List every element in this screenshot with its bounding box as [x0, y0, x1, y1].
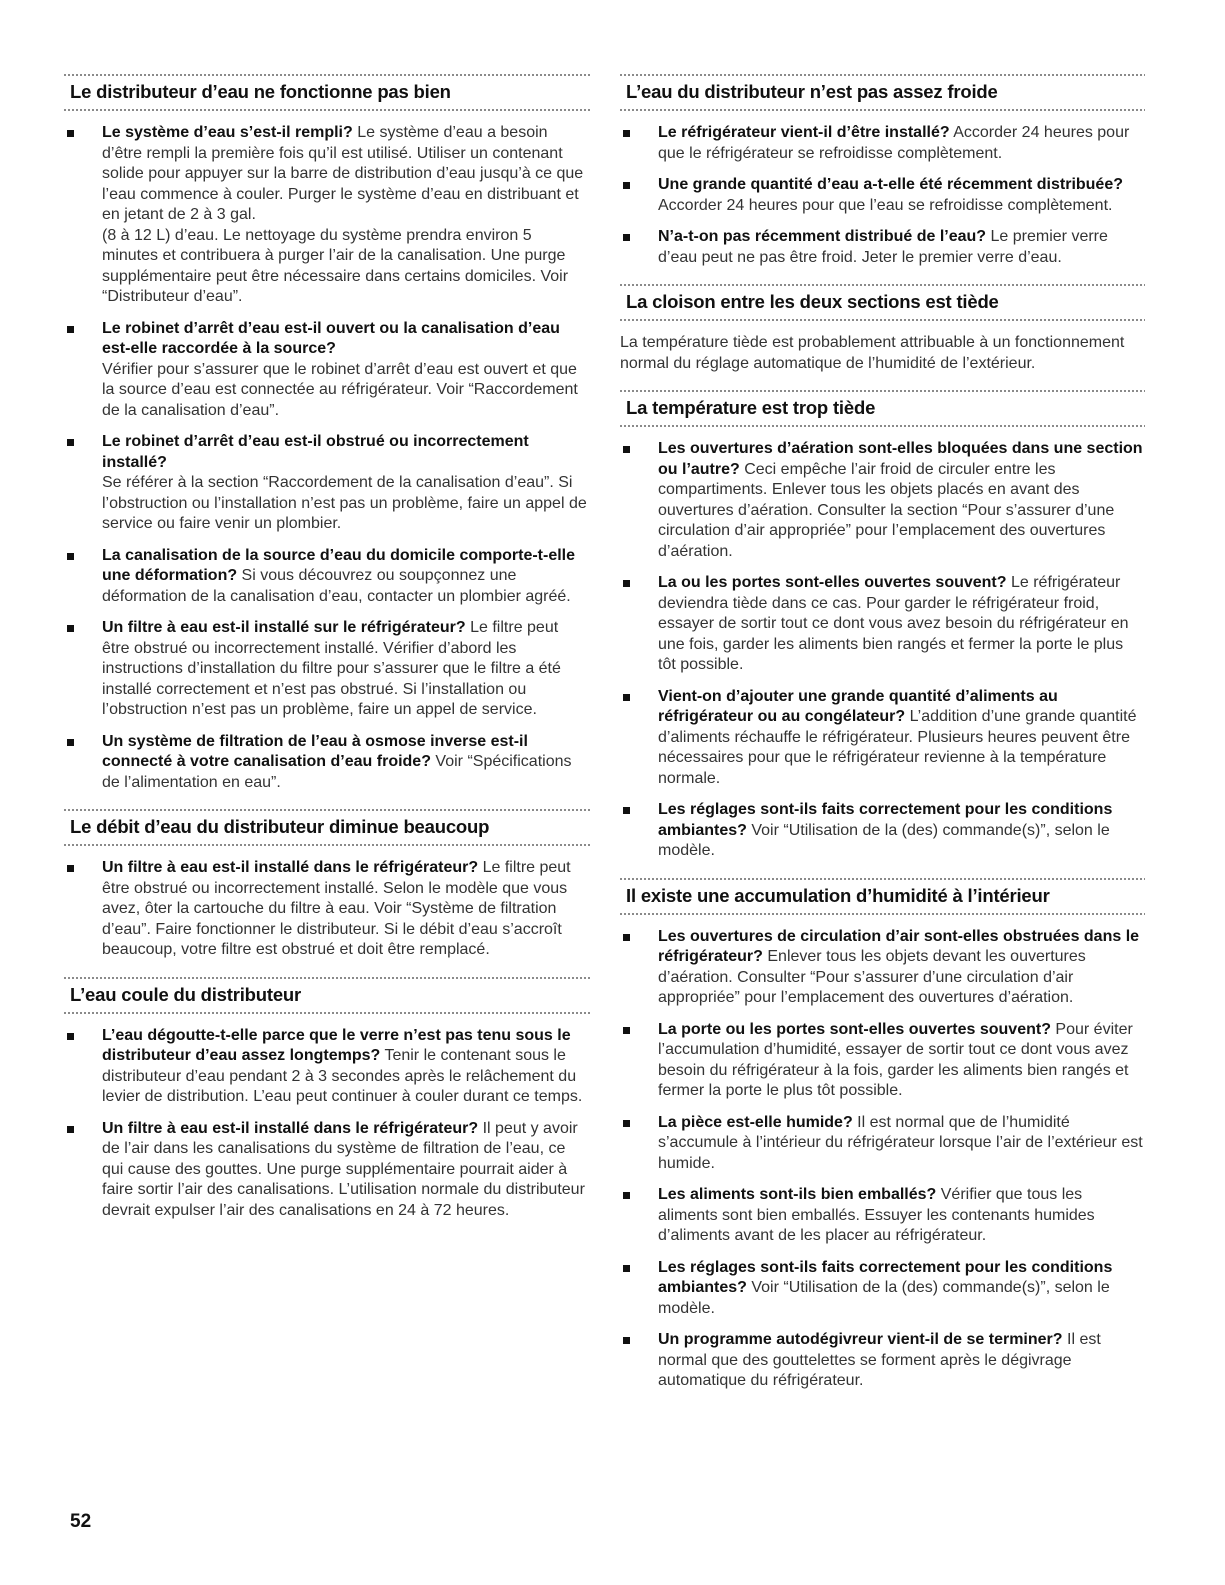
item-text — [102, 1120, 585, 1219]
item-answer: Le premier verre d’eau peut ne pas être froid. Jeter le premier verre d’eau. — [658, 228, 1108, 266]
square-bullet-icon — [623, 934, 630, 941]
item-text — [658, 1021, 1133, 1100]
item-answer: Il est normal que de l’humidité s’accumule à l’intérieur du réfrigérateur lorsque l’air de l’extérieur est humide. — [658, 1113, 1143, 1172]
section-header — [620, 284, 1145, 321]
section-title: La température est trop tiède — [626, 397, 876, 418]
item-question: Les réglages sont-ils faits correctement pour les conditions ambiantes? — [658, 801, 1113, 839]
section-header — [64, 809, 590, 846]
section-title: La cloison entre les deux sections est tiède — [626, 291, 999, 312]
section-title: L’eau coule du distributeur — [70, 983, 302, 1005]
square-bullet-icon — [623, 1192, 630, 1199]
item-text — [658, 1114, 1143, 1172]
list-item — [64, 1026, 590, 1108]
item-question: La porte ou les portes sont-elles ouvertes souvent? — [658, 1020, 1051, 1038]
item-answer: Enlever tous les objets devant les ouvertures d’aération. Consulter “Pour s’assurer d’une circulation d’air appropriée” pour l’emplacement des ouvertures d’aération. — [658, 948, 1086, 1006]
square-bullet-icon — [67, 130, 74, 137]
item-question: Une grande quantité d’eau a-t-elle été récemment distribuée? — [658, 176, 1123, 193]
item-question: La canalisation de la source d’eau du domicile comporte-t-elle une déformation? — [102, 546, 576, 584]
list-item — [64, 319, 590, 422]
item-text — [658, 1331, 1101, 1389]
item-question: La ou les portes sont-elles ouvertes souvent? — [658, 574, 1007, 591]
square-bullet-icon — [623, 130, 630, 137]
item-question: L’eau dégoutte-t-elle parce que le verre n’est pas tenu sous le distributeur d’eau assez longtemps? — [102, 1026, 571, 1064]
item-question: Les réglages sont-ils faits correctement pour les conditions ambiantes? — [658, 1258, 1113, 1296]
section-l-eau-coule-du-distributeur — [64, 977, 590, 1222]
list-item — [620, 687, 1145, 790]
square-bullet-icon — [67, 1126, 74, 1133]
list-item — [64, 1119, 590, 1222]
square-bullet-icon — [623, 1120, 630, 1127]
square-bullet-icon — [623, 446, 630, 453]
right-column — [620, 74, 1145, 1408]
item-question: Un programme autodégivreur vient-il de se terminer? — [658, 1331, 1063, 1348]
list-item — [64, 732, 590, 794]
item-text — [658, 176, 1123, 214]
section-title: Le débit d’eau du distributeur diminue beaucoup — [70, 816, 490, 837]
square-bullet-icon — [623, 694, 630, 701]
list-item — [620, 800, 1145, 862]
item-question: Un filtre à eau est-il installé dans le réfrigérateur? — [102, 859, 479, 876]
list-item — [620, 1258, 1145, 1320]
item-answer: L’addition d’une grande quantité d’aliments réchauffe le réfrigérateur. Plusieurs heures peuvent être nécessaires pour que le réfrigérateur revienne à la température normale. — [658, 708, 1137, 787]
section-header — [620, 390, 1145, 427]
section-header — [620, 878, 1145, 915]
item-text — [658, 124, 1129, 162]
left-column — [64, 74, 590, 1237]
item-question: Le réfrigérateur vient-il d’être installé? — [658, 124, 950, 141]
section-title: Il existe une accumulation d’humidité à l’intérieur — [626, 884, 1050, 906]
item-answer: Se référer à la section “Raccordement de la canalisation d’eau”. Si l’obstruction ou l’installation n’est pas un problème, faire un appel de service ou faire venir un plombier. — [102, 474, 587, 532]
section-title: L’eau du distributeur n’est pas assez froide — [626, 81, 998, 102]
item-question: N’a-t-on pas récemment distribué de l’eau? — [658, 228, 987, 245]
item-text — [102, 619, 561, 718]
item-text — [658, 801, 1112, 859]
item-text — [102, 859, 571, 958]
list-item — [64, 858, 590, 961]
question-list — [620, 123, 1145, 268]
square-bullet-icon — [67, 439, 74, 446]
square-bullet-icon — [623, 1027, 630, 1034]
item-text — [102, 547, 575, 605]
item-text — [658, 1186, 1095, 1244]
section-la-temperature-est-trop-tiede — [620, 390, 1145, 862]
question-list — [64, 1026, 590, 1222]
square-bullet-icon — [623, 1337, 630, 1344]
item-text — [658, 440, 1143, 560]
item-text — [658, 574, 1128, 673]
section-le-debit-d-eau-du-distributeur-diminue-b — [64, 809, 590, 961]
item-question: Les ouvertures de circulation d’air sont-elles obstruées dans le réfrigérateur? — [658, 927, 1140, 965]
question-list — [64, 858, 590, 961]
list-item — [620, 573, 1145, 676]
square-bullet-icon — [623, 182, 630, 189]
item-text — [102, 124, 583, 305]
section-il-existe-une-accumulation-d-humidite-a- — [620, 878, 1145, 1392]
item-answer: Pour éviter l’accumulation d’humidité, essayer de sortir tout ce dont vous avez besoin du réfrigérateur à la fois, garder les aliments bien rangés et fermer la porte le plus tôt possible. — [658, 1020, 1133, 1099]
list-item — [620, 1185, 1145, 1247]
item-answer: Accorder 24 heures pour que le réfrigérateur se refroidisse complètement. — [658, 124, 1130, 162]
item-answer: Vérifier pour s’assurer que le robinet d’arrêt d’eau est ouvert et que la source d’eau est connectée au réfrigérateur. Voir “Raccordement de la canalisation d’eau”. — [102, 360, 578, 419]
item-question: Le robinet d’arrêt d’eau est-il obstrué ou incorrectement installé? — [102, 433, 529, 471]
question-list — [64, 123, 590, 793]
item-answer: Tenir le contenant sous le distributeur d’eau pendant 2 à 3 secondes après le relâchement du levier de distribution. L’eau peut continuer à couler durant ce temps. — [102, 1047, 583, 1105]
item-text — [102, 320, 578, 419]
square-bullet-icon — [623, 580, 630, 587]
list-item — [620, 1113, 1145, 1175]
item-question: Le système d’eau s’est-il rempli? — [102, 124, 353, 141]
square-bullet-icon — [67, 553, 74, 560]
item-answer: Vérifier que tous les aliments sont bien emballés. Essuyer les contenants humides d’aliments avant de les placer au réfrigérateur. — [658, 1186, 1095, 1244]
list-item — [64, 123, 590, 308]
item-question: Les aliments sont-ils bien emballés? — [658, 1186, 937, 1203]
list-item — [620, 227, 1145, 268]
square-bullet-icon — [623, 807, 630, 814]
page-number: 52 — [70, 1511, 92, 1532]
item-answer: Il est normal que des gouttelettes se forment après le dégivrage automatique du réfrigérateur. — [658, 1331, 1101, 1389]
item-question: Le robinet d’arrêt d’eau est-il ouvert ou la canalisation d’eau est-elle raccordée à la source? — [102, 319, 560, 357]
section-la-cloison-entre-les-deux-sections-est-t — [620, 284, 1145, 374]
item-text — [658, 1259, 1112, 1317]
list-item — [620, 439, 1145, 562]
square-bullet-icon — [67, 625, 74, 632]
list-item — [620, 1020, 1145, 1102]
item-answer: Il peut y avoir de l’air dans les canalisations du système de filtration de l’eau, ce qui cause des gouttes. Une purge supplémentaire pourrait aider à faire sortir l’air des canalisations. L’utilisation normale du distributeur devrait expulser l’air des canalisations en 24 à 72 heures. — [102, 1119, 585, 1219]
list-item — [620, 123, 1145, 164]
item-answer: Accorder 24 heures pour que l’eau se refroidisse complètement. — [658, 196, 1113, 214]
list-item — [64, 432, 590, 535]
square-bullet-icon — [67, 1033, 74, 1040]
list-item — [620, 175, 1145, 216]
list-item — [620, 1330, 1145, 1392]
square-bullet-icon — [623, 1265, 630, 1272]
square-bullet-icon — [67, 865, 74, 872]
list-item — [64, 618, 590, 721]
list-item — [64, 546, 590, 608]
item-text — [102, 433, 587, 532]
section-header — [64, 74, 590, 111]
item-answer: Le filtre peut être obstrué ou incorrectement installé. Vérifier d’abord les instructions d’installation du filtre pour s’assurer que le filtre a été installé correctement et n’est pas obstrué. Si l’installation ou l’obstruction n’est pas un problème, faire un appel de service. — [102, 619, 561, 718]
item-answer: Voir “Spécifications de l’alimentation en eau”. — [102, 753, 572, 791]
item-answer: Le réfrigérateur deviendra tiède dans ce cas. Pour garder le réfrigérateur froid, essayer de sortir tout ce dont vous avez besoin du réfrigérateur en une fois, garder les aliments bien rangés et fermer la porte le plus tôt possible. — [658, 574, 1129, 673]
section-le-distributeur-d-eau-ne-fonctionne-pas- — [64, 74, 590, 793]
section-paragraph: La température tiède est probablement attribuable à un fonctionnement normal du réglage automatique de l’humidité de l’extérieur. — [620, 334, 1125, 372]
section-header — [620, 74, 1145, 111]
item-answer: Le système d’eau a besoin d’être rempli la première fois qu’il est utilisé. Utiliser un contenant solide pour appuyer sur la barre de distribution d’eau jusqu’à ce que l’eau commence à couler. Purger le système d’eau en distribuant et en jetant de 2 à 3 gal. (8 à 12 L) d’eau. Le nettoyage du système prendra environ 5 minutes et contribuera à purger l’air de la canalisation. Une purge supplémentaire peut être nécessaire dans certains domiciles. Voir “Distributeur d’eau”. — [102, 124, 584, 305]
item-question: Un système de filtration de l’eau à osmose inverse est-il connecté à votre canalisation d’eau froide? — [102, 732, 528, 770]
item-question: La pièce est-elle humide? — [658, 1113, 853, 1131]
square-bullet-icon — [67, 326, 74, 333]
question-list — [620, 927, 1145, 1392]
item-answer: Voir “Utilisation de la (des) commande(s)”, selon le modèle. — [658, 821, 1110, 859]
item-answer: Le filtre peut être obstrué ou incorrectement installé. Selon le modèle que vous avez, ôter la cartouche du filtre à eau. Voir “Système de filtration d’eau”. Faire fonctionner le distributeur. Si le débit d’eau s’accroît beaucoup, votre filtre est obstrué et doit être remplacé. — [102, 859, 571, 958]
item-text — [102, 1027, 582, 1106]
question-list — [620, 439, 1145, 862]
item-answer: Voir “Utilisation de la (des) commande(s)”, selon le modèle. — [658, 1279, 1110, 1317]
item-question: Les ouvertures d’aération sont-elles bloquées dans une section ou l’autre? — [658, 440, 1143, 478]
item-text — [658, 228, 1108, 266]
item-text — [102, 733, 572, 791]
list-item — [620, 927, 1145, 1009]
item-text — [658, 688, 1136, 787]
item-answer: Si vous découvrez ou soupçonnez une déformation de la canalisation d’eau, contacter un plombier agréé. — [102, 567, 571, 605]
item-text — [658, 928, 1139, 1007]
square-bullet-icon — [623, 234, 630, 241]
item-answer: Ceci empêche l’air froid de circuler entre les compartiments. Enlever tous les objets placés en avant des ouvertures d’aération. Consulter la section “Pour s’assurer d’une circulation d’air appropriée” pour l’emplacement des ouvertures d’aération. — [658, 460, 1115, 560]
square-bullet-icon — [67, 739, 74, 746]
item-question: Vient-on d’ajouter une grande quantité d’aliments au réfrigérateur ou au congélateur? — [658, 687, 1058, 725]
section-header — [64, 977, 590, 1014]
item-question: Un filtre à eau est-il installé sur le réfrigérateur? — [102, 619, 466, 636]
item-question: Un filtre à eau est-il installé dans le réfrigérateur? — [102, 1119, 479, 1137]
section-l-eau-du-distributeur-n-est-pas-assez-fr — [620, 74, 1145, 268]
section-title: Le distributeur d’eau ne fonctionne pas bien — [70, 81, 451, 102]
